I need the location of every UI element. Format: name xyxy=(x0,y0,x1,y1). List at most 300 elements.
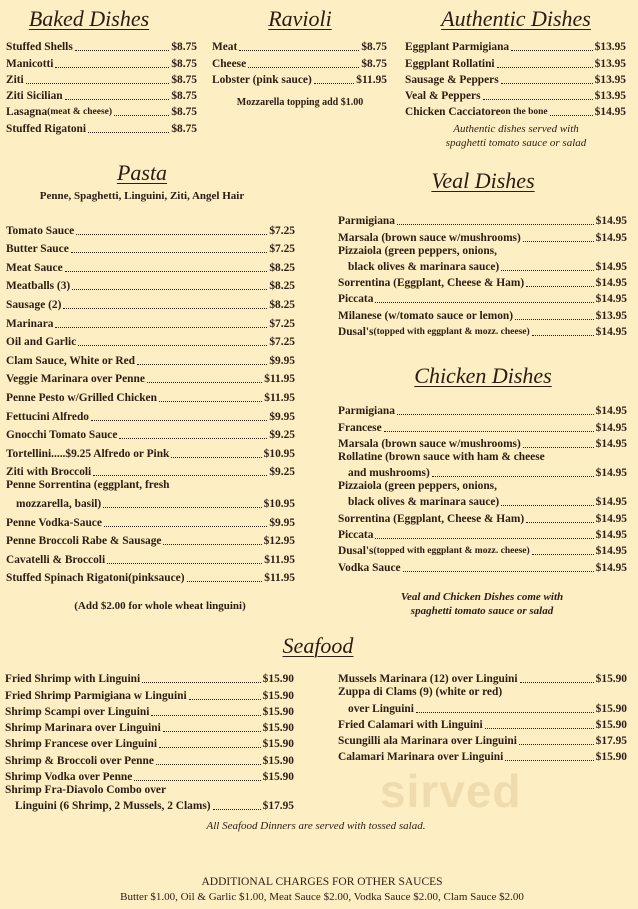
footnote-line: spaghetti tomato sauce or salad xyxy=(445,137,587,149)
menu-item-price: $14.95 xyxy=(595,231,627,244)
menu-item-name: Butter Sauce xyxy=(6,243,69,256)
menu-item xyxy=(6,219,295,238)
menu-item-row xyxy=(6,87,197,103)
menu-item-price: $15.90 xyxy=(262,705,294,718)
footnote-line: spaghetti tomato sauce or salad xyxy=(410,605,554,617)
footnote-line: Veal and Chicken Dishes come with xyxy=(400,591,564,603)
dot-leader xyxy=(163,544,261,545)
menu-item-price: $9.95 xyxy=(269,354,295,367)
dot-leader xyxy=(72,289,267,290)
menu-item-price: $8.75 xyxy=(171,122,197,135)
menu-item-name: Parmigiana xyxy=(338,215,395,228)
menu-item-name: mozzarella, basil) xyxy=(16,497,102,510)
menu-item xyxy=(338,402,627,418)
ravioli-footnote: Mozzarella topping add $1.00 xyxy=(236,97,364,108)
menu-item-row xyxy=(338,306,627,322)
menu-item-row xyxy=(5,751,294,767)
menu-item xyxy=(5,768,294,784)
heading-baked-dishes: Baked Dishes xyxy=(28,6,150,31)
menu-item xyxy=(6,293,295,312)
menu-item-row xyxy=(6,530,295,549)
dot-leader xyxy=(501,83,593,84)
menu-item-price: $8.75 xyxy=(171,106,197,119)
menu-item-row xyxy=(338,402,627,418)
ravioli-list xyxy=(212,38,387,87)
dot-leader xyxy=(159,401,262,402)
menu-item-row xyxy=(338,493,627,509)
menu-item-price: $15.90 xyxy=(262,689,294,702)
menu-item-name: Penne Pesto w/Grilled Chicken xyxy=(6,391,157,404)
menu-item xyxy=(338,558,627,574)
menu-item-row xyxy=(338,435,627,451)
menu-item-row xyxy=(6,368,295,387)
veal-chicken-footnote xyxy=(401,590,563,618)
pasta-footnote: (Add $2.00 for whole wheat linguini) xyxy=(74,600,246,612)
dot-leader xyxy=(248,67,359,68)
menu-item-name-line1: Pizzaiola (green peppers, onions, xyxy=(338,244,497,257)
heading-seafood: Seafood xyxy=(282,633,354,658)
menu-item-name: Parmigiana xyxy=(338,405,395,418)
watermark-logo: sirved xyxy=(380,765,522,817)
dot-leader xyxy=(71,252,268,253)
menu-item xyxy=(212,38,387,54)
menu-item-row xyxy=(6,54,197,70)
menu-item xyxy=(6,386,295,405)
dot-leader xyxy=(403,571,594,572)
menu-item-name: Shrimp Marinara over Linguini xyxy=(5,722,161,735)
menu-item-name: black olives & marinara sauce) xyxy=(348,496,500,509)
menu-item-name: Lobster (pink sauce) xyxy=(212,73,312,86)
menu-item-price: $8.25 xyxy=(269,261,295,274)
dot-leader xyxy=(532,554,594,555)
dot-leader xyxy=(515,319,594,320)
seafood-left-list xyxy=(5,670,294,813)
menu-item-name: Marinara xyxy=(6,317,54,330)
menu-item-row xyxy=(405,87,626,103)
menu-item xyxy=(405,103,626,119)
menu-item-name: Fried Calamari with Linguini xyxy=(338,718,483,731)
menu-item-price: $8.25 xyxy=(269,280,295,293)
authentic-footnote xyxy=(446,122,587,150)
menu-item-price: $14.95 xyxy=(595,293,627,306)
menu-item-price: $15.90 xyxy=(262,771,294,784)
menu-item-name-line1: Pizzaiola (green peppers, onions, xyxy=(338,480,497,493)
menu-item-row xyxy=(5,703,294,719)
menu-item-row xyxy=(6,424,295,443)
dot-leader xyxy=(163,731,261,732)
menu-item xyxy=(6,442,295,461)
menu-item-name: Shrimp Scampi over Linguini xyxy=(5,705,150,718)
menu-item-row xyxy=(338,526,627,542)
menu-item-name: Sausage (2) xyxy=(6,298,62,311)
menu-item-price: $14.95 xyxy=(595,326,627,339)
dot-leader xyxy=(239,50,359,51)
menu-item-row xyxy=(6,275,295,294)
menu-item-name: Cavatelli & Broccoli xyxy=(6,553,106,566)
menu-item-price: $13.95 xyxy=(594,73,626,86)
menu-item-price: $12.95 xyxy=(263,535,295,548)
menu-item xyxy=(6,87,197,103)
dot-leader xyxy=(511,50,593,51)
menu-item-row xyxy=(6,511,295,530)
menu-item-name: Cheese xyxy=(212,57,247,70)
menu-item xyxy=(338,435,627,451)
dot-leader xyxy=(523,447,594,448)
menu-item-name: and mushrooms) xyxy=(348,467,430,480)
menu-item-row xyxy=(6,461,295,480)
menu-item xyxy=(338,526,627,542)
menu-item-name: Ziti Sicilian xyxy=(6,90,63,103)
dot-leader xyxy=(432,476,594,477)
dot-leader xyxy=(55,67,169,68)
menu-item xyxy=(6,405,295,424)
menu-item-name: Veggie Marinara over Penne xyxy=(6,373,145,386)
menu-item-row xyxy=(405,103,626,119)
menu-item-name: Sausage & Peppers xyxy=(405,73,499,86)
menu-item-row xyxy=(5,768,294,784)
menu-item-price: $13.95 xyxy=(594,90,626,103)
menu-item-row xyxy=(6,219,295,238)
menu-item-row xyxy=(6,386,295,405)
dot-leader xyxy=(523,241,594,242)
dot-leader xyxy=(119,438,267,439)
menu-item-name: Stuffed Rigatoni xyxy=(6,122,87,135)
menu-item-row xyxy=(338,509,627,525)
menu-item-row xyxy=(6,256,295,275)
menu-item-name: Penne Vodka-Sauce xyxy=(6,516,102,529)
menu-item-row xyxy=(338,274,627,290)
menu-item-row xyxy=(338,212,627,228)
menu-item-name: Ziti xyxy=(6,73,24,86)
menu-item-row xyxy=(338,418,627,434)
menu-item-row xyxy=(338,716,627,732)
dot-leader xyxy=(375,538,593,539)
menu-item-price: $8.75 xyxy=(171,90,197,103)
menu-item xyxy=(6,368,295,387)
menu-item-price: $13.95 xyxy=(595,309,627,322)
dot-leader xyxy=(107,563,262,564)
menu-item-row xyxy=(6,349,295,368)
menu-item xyxy=(5,670,294,686)
menu-item-name: Tortellini.....$9.25 Alfredo or Pink xyxy=(6,447,170,460)
dot-leader xyxy=(76,234,267,235)
menu-item xyxy=(5,686,294,702)
menu-item-name: Stuffed Shells xyxy=(6,41,73,54)
menu-item xyxy=(5,703,294,719)
dot-leader xyxy=(501,270,593,271)
menu-item-name: Meat xyxy=(212,41,238,54)
heading-ravioli: Ravioli xyxy=(268,6,332,31)
menu-item xyxy=(6,312,295,331)
menu-item-name: Eggplant Parmigiana xyxy=(405,41,510,54)
menu-item-price: $8.75 xyxy=(171,41,197,54)
dot-leader xyxy=(65,99,170,100)
baked-dishes-list xyxy=(6,38,197,136)
menu-item-row xyxy=(6,238,295,257)
menu-item-name: Ziti with Broccoli xyxy=(6,466,92,479)
menu-item-price: $14.95 xyxy=(595,421,627,434)
dot-leader xyxy=(314,83,355,84)
menu-item xyxy=(212,71,387,87)
menu-item-name: Francese xyxy=(338,421,382,434)
menu-item xyxy=(6,54,197,70)
menu-item xyxy=(405,87,626,103)
menu-item xyxy=(6,479,295,511)
dot-leader xyxy=(532,335,594,336)
dot-leader xyxy=(114,115,169,116)
menu-item xyxy=(5,784,294,813)
menu-item-name-line1: Shrimp Fra-Diavolo Combo over xyxy=(5,784,167,797)
dot-leader xyxy=(156,764,261,765)
dot-leader xyxy=(483,99,593,100)
heading-pasta: Pasta xyxy=(116,160,168,185)
menu-item xyxy=(338,418,627,434)
dot-leader xyxy=(159,747,261,748)
dot-leader xyxy=(189,699,261,700)
menu-item-price: $15.90 xyxy=(595,718,627,731)
menu-item-name: Marsala (brown sauce w/mushrooms) xyxy=(338,437,521,450)
dot-leader xyxy=(137,364,267,365)
menu-item xyxy=(338,451,627,480)
menu-item-name: Calamari Marinara over Linguini xyxy=(338,751,504,764)
menu-item-price: $10.95 xyxy=(263,497,295,510)
menu-item xyxy=(5,735,294,751)
menu-item xyxy=(6,530,295,549)
menu-item-name: Fettucini Alfredo xyxy=(6,410,89,423)
menu-item-row xyxy=(338,323,627,339)
menu-item-price: $14.95 xyxy=(595,496,627,509)
menu-item xyxy=(5,751,294,767)
menu-item-price: $14.95 xyxy=(595,529,627,542)
menu-item xyxy=(5,719,294,735)
dot-leader xyxy=(78,345,267,346)
menu-item xyxy=(338,290,627,306)
menu-item-price: $7.25 xyxy=(269,224,295,237)
menu-item-row xyxy=(5,686,294,702)
menu-item-row xyxy=(5,735,294,751)
menu-item-row xyxy=(6,38,197,54)
menu-item xyxy=(6,238,295,257)
menu-item xyxy=(6,511,295,530)
menu-item-row xyxy=(6,442,295,461)
menu-item-row xyxy=(405,38,626,54)
menu-item xyxy=(6,38,197,54)
menu-item xyxy=(6,275,295,294)
menu-item-price: $11.95 xyxy=(264,572,295,585)
menu-item-name: Sorrentina (Eggplant, Cheese & Ham) xyxy=(338,277,525,290)
menu-item-price: $17.95 xyxy=(595,735,627,748)
menu-item xyxy=(338,306,627,322)
menu-item-row xyxy=(338,732,627,748)
menu-item xyxy=(338,212,627,228)
seafood-footnote: All Seafood Dinners are served with tossed salad. xyxy=(206,820,426,832)
menu-item-name: Meatballs (3) xyxy=(6,280,71,293)
menu-item-name: Lasagna xyxy=(6,106,48,119)
menu-item-name: Clam Sauce, White or Red xyxy=(6,354,135,367)
heading-authentic-dishes: Authentic Dishes xyxy=(441,6,591,31)
menu-item xyxy=(6,424,295,443)
menu-item-name-line1: Penne Sorrentina (eggplant, fresh xyxy=(6,479,170,492)
menu-item-price: $7.25 xyxy=(269,243,295,256)
dot-leader xyxy=(526,286,594,287)
menu-item-name: over Linguini xyxy=(348,702,414,715)
menu-item xyxy=(6,119,197,135)
menu-item-name: Gnocchi Tomato Sauce xyxy=(6,429,118,442)
menu-item xyxy=(338,542,627,558)
dot-leader xyxy=(526,522,594,523)
menu-item xyxy=(6,567,295,586)
menu-item xyxy=(405,71,626,87)
dot-leader xyxy=(497,67,593,68)
menu-item-name: Manicotti xyxy=(6,57,54,70)
veal-dishes-list xyxy=(338,212,627,339)
dot-leader xyxy=(171,457,261,458)
menu-item xyxy=(6,103,197,119)
dot-leader xyxy=(375,302,593,303)
menu-item-price: $8.75 xyxy=(171,73,197,86)
menu-item xyxy=(338,228,627,244)
menu-item-note: (topped with eggplant & mozz. cheese) xyxy=(373,546,530,557)
additional-charges-text: Butter $1.00, Oil & Garlic $1.00, Meat Sauce $2.00, Vodka Sauce $2.00, Clam Sauce $2.00 xyxy=(120,891,524,903)
menu-item-row xyxy=(6,492,295,511)
menu-item-row xyxy=(338,290,627,306)
menu-item-note: on the bone xyxy=(500,107,548,118)
menu-item-name: Vodka Sauce xyxy=(338,561,401,574)
dot-leader xyxy=(55,327,267,328)
dot-leader xyxy=(397,224,594,225)
menu-item-name: Dusal's xyxy=(338,545,374,558)
menu-item-row xyxy=(338,258,627,274)
menu-item-name: Stuffed Spinach Rigatoni(pinksauce) xyxy=(6,572,185,585)
menu-item-row xyxy=(405,54,626,70)
menu-item-name: Fried Shrimp Parmigiana w Linguini xyxy=(5,689,187,702)
menu-item xyxy=(6,331,295,350)
menu-item-name: Fried Shrimp with Linguini xyxy=(5,673,141,686)
dot-leader xyxy=(142,682,261,683)
menu-item-name: Piccata xyxy=(338,293,374,306)
menu-item xyxy=(212,54,387,70)
menu-item-price: $14.95 xyxy=(595,512,627,525)
menu-item-price: $17.95 xyxy=(262,800,294,813)
menu-item-price: $8.75 xyxy=(361,57,387,70)
menu-item-price: $14.95 xyxy=(594,106,626,119)
menu-item-price: $15.90 xyxy=(262,722,294,735)
menu-item xyxy=(6,71,197,87)
menu-item-name: Penne Broccoli Rabe & Sausage xyxy=(6,535,162,548)
menu-item-row xyxy=(6,71,197,87)
menu-item-price: $15.90 xyxy=(595,702,627,715)
menu-item-name: Chicken Cacciatore xyxy=(405,106,501,119)
menu-item-price: $14.95 xyxy=(595,277,627,290)
seafood-right-list xyxy=(338,670,627,764)
dot-leader xyxy=(520,682,594,683)
menu-item-price: $13.95 xyxy=(594,57,626,70)
menu-item-price: $15.90 xyxy=(262,738,294,751)
menu-item-price: $9.25 xyxy=(269,429,295,442)
menu-item-name: Milanese (w/tomato sauce or lemon) xyxy=(338,309,514,322)
menu-item-row xyxy=(6,119,197,135)
dot-leader xyxy=(134,780,260,781)
dot-leader xyxy=(151,715,260,716)
menu-item-row xyxy=(6,548,295,567)
dot-leader xyxy=(63,308,267,309)
menu-item xyxy=(405,38,626,54)
dot-leader xyxy=(501,505,593,506)
dot-leader xyxy=(26,83,170,84)
dot-leader xyxy=(550,115,593,116)
menu-item-row xyxy=(338,464,627,480)
menu-item xyxy=(338,323,627,339)
menu-item xyxy=(338,716,627,732)
dot-leader xyxy=(88,132,169,133)
menu-item-price: $15.90 xyxy=(595,673,627,686)
menu-item-price: $8.75 xyxy=(171,57,197,70)
menu-item-name-line1: Zuppa di Clams (9) (white or red) xyxy=(338,686,503,699)
menu-item-name: Linguini (6 Shrimp, 2 Mussels, 2 Clams) xyxy=(15,800,211,813)
menu-item-name-line1: Rollatine (brown sauce with ham & cheese xyxy=(338,450,545,463)
footnote-line: Authentic dishes served with xyxy=(453,123,579,135)
dot-leader xyxy=(104,526,267,527)
menu-item xyxy=(338,480,627,509)
menu-item-row xyxy=(338,748,627,764)
menu-item xyxy=(6,349,295,368)
authentic-dishes-list xyxy=(405,38,626,119)
dot-leader xyxy=(103,507,261,508)
menu-item-name: Scungilli ala Marinara over Linguini xyxy=(338,735,517,748)
menu-item-price: $8.75 xyxy=(361,41,387,54)
dot-leader xyxy=(187,581,263,582)
menu-item-row xyxy=(5,670,294,686)
menu-item-row xyxy=(212,71,387,87)
dot-leader xyxy=(93,475,267,476)
menu-item-price: $7.25 xyxy=(269,336,295,349)
menu-item-name: black olives & marinara sauce) xyxy=(348,260,500,273)
menu-item xyxy=(6,461,295,480)
menu-item-price: $9.95 xyxy=(269,410,295,423)
dot-leader xyxy=(213,809,261,810)
menu-item-price: $8.25 xyxy=(269,298,295,311)
menu-item-note: (meat & cheese) xyxy=(47,107,113,118)
menu-item-name: Eggplant Rollatini xyxy=(405,57,495,70)
menu-item xyxy=(338,686,627,715)
menu-item xyxy=(338,748,627,764)
dot-leader xyxy=(384,431,594,432)
menu-item-price: $9.95 xyxy=(269,516,295,529)
menu-item-row xyxy=(5,797,294,813)
menu-item-name: Tomato Sauce xyxy=(6,224,75,237)
menu-item-price: $14.95 xyxy=(595,467,627,480)
pasta-list xyxy=(6,219,295,585)
dot-leader xyxy=(485,728,594,729)
menu-item-row xyxy=(338,699,627,715)
menu-item xyxy=(338,274,627,290)
dot-leader xyxy=(65,271,268,272)
menu-item xyxy=(6,256,295,275)
additional-charges-title: ADDITIONAL CHARGES FOR OTHER SAUCES xyxy=(201,876,443,888)
menu-item-name: Meat Sauce xyxy=(6,261,63,274)
heading-chicken-dishes: Chicken Dishes xyxy=(414,363,552,388)
menu-item-name: Sorrentina (Eggplant, Cheese & Ham) xyxy=(338,512,525,525)
dot-leader xyxy=(416,712,594,713)
menu-item-price: $11.95 xyxy=(264,553,295,566)
dot-leader xyxy=(91,420,267,421)
menu-item-price: $13.95 xyxy=(594,41,626,54)
menu-item-price: $11.95 xyxy=(264,373,295,386)
menu-item-price: $15.90 xyxy=(262,673,294,686)
menu-item-price: $14.95 xyxy=(595,561,627,574)
dot-leader xyxy=(505,760,593,761)
menu-item-row xyxy=(405,71,626,87)
